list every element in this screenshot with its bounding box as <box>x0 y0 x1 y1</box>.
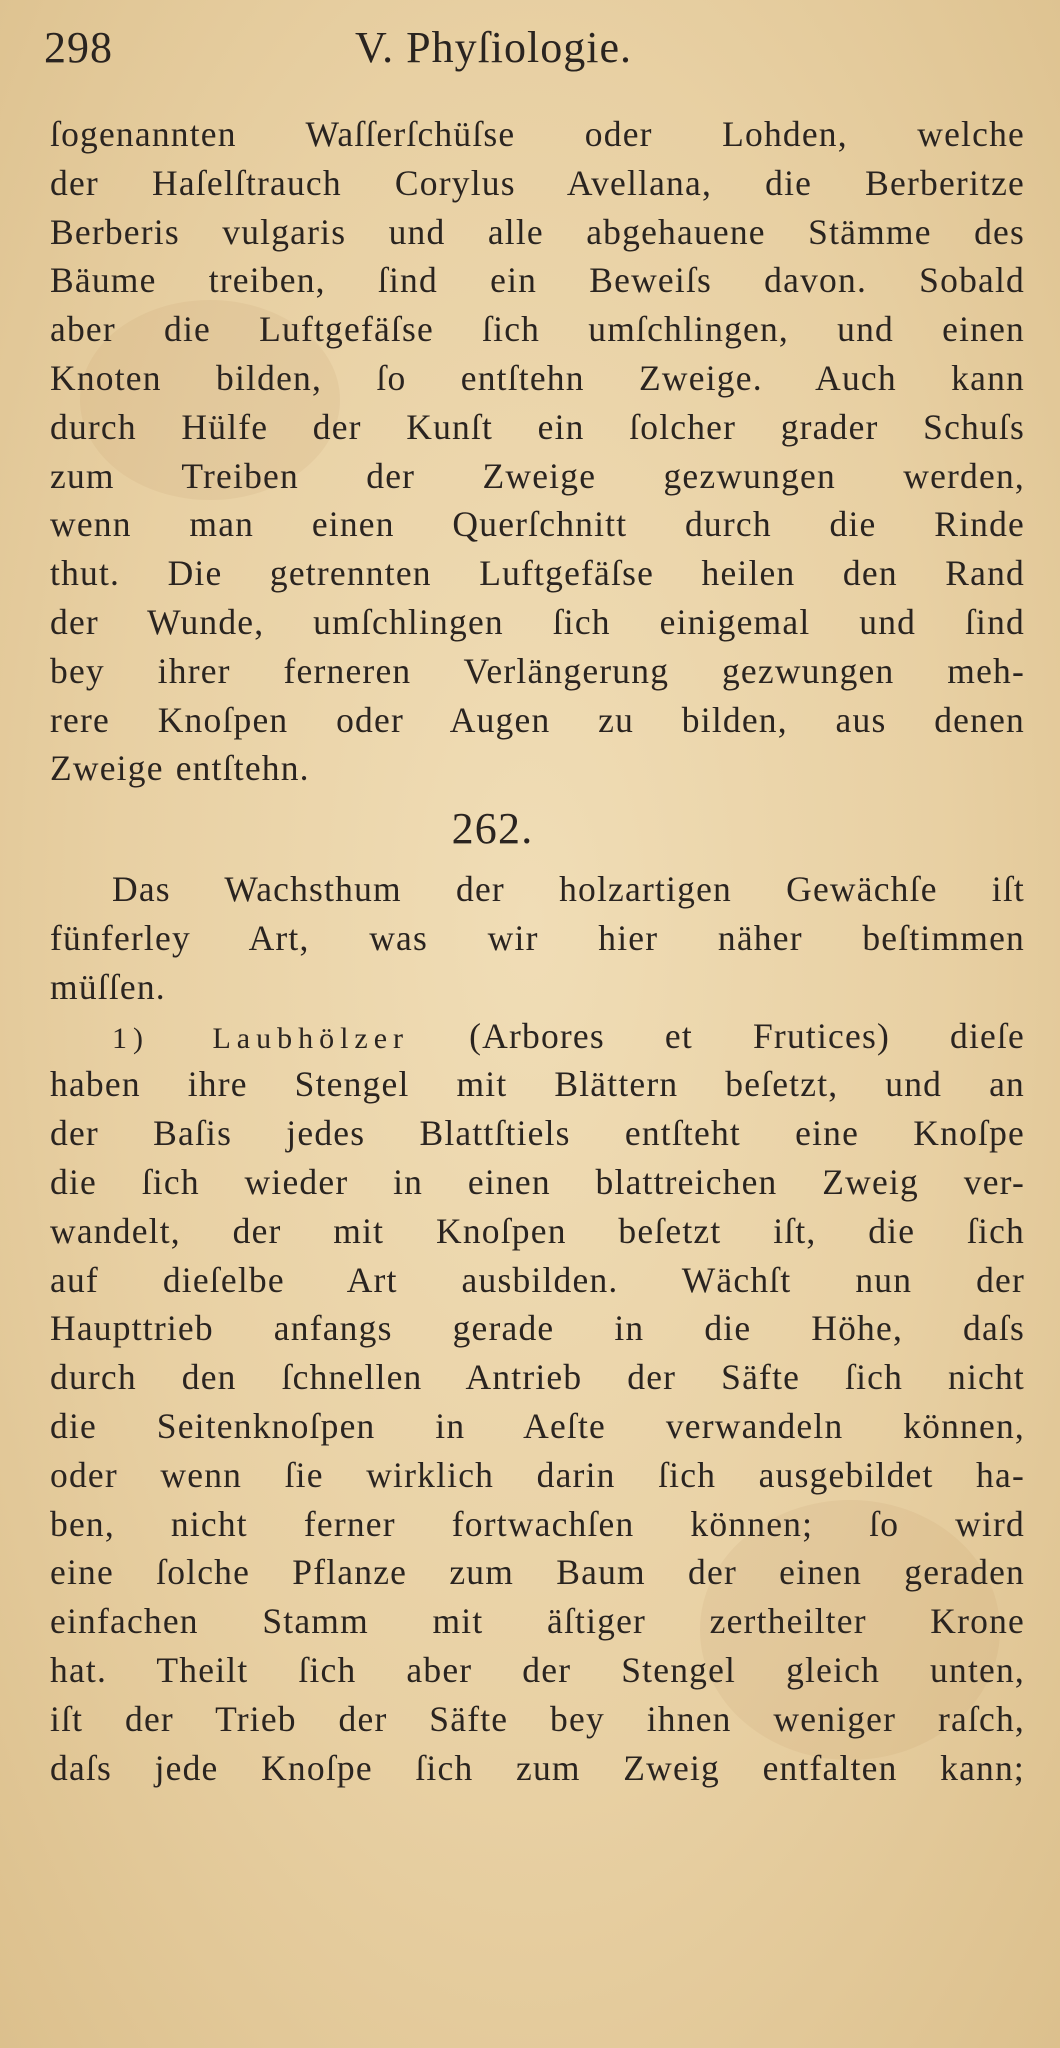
text-line: oder wenn ſie wirklich darin ſich ausgebildet ha- <box>50 1454 1025 1495</box>
text-line: rere Knoſpen oder Augen zu bilden, aus denen <box>50 699 1025 740</box>
text-line: Berberis vulgaris und alle abgehauene Stämme des <box>50 211 1025 252</box>
text-line: durch Hülfe der Kunſt ein ſolcher grader Schuſs <box>50 406 1025 447</box>
text-line: thut. Die getrennten Luftgefäſse heilen den Rand <box>50 553 1025 594</box>
text-line: durch den ſchnellen Antrieb der Säfte ſich nicht <box>50 1357 1025 1398</box>
text-fragment: (Arbores et Frutices) dieſe <box>469 1015 1026 1056</box>
text-line: daſs jede Knoſpe ſich zum Zweig entfalten kann; <box>50 1747 1025 1788</box>
text-line: Bäume treiben, ſind ein Beweiſs davon. Sobald <box>50 260 1025 301</box>
text-line: wandelt, der mit Knoſpen beſetzt iſt, die ſich <box>50 1210 1025 1251</box>
text-line: der Haſelſtrauch Corylus Avellana, die Berberitze <box>50 162 1025 203</box>
text-line: ſogenannten Waſſerſchüſse oder Lohden, welche <box>50 114 1025 154</box>
text-line: zum Treiben der Zweige gezwungen werden, <box>50 455 1025 496</box>
text-line: einfachen Stamm mit äſtiger zertheilter Krone <box>50 1601 1025 1642</box>
text-line: Haupttrieb anfangs gerade in die Höhe, daſs <box>50 1308 1025 1349</box>
text-line: der Wunde, umſchlingen ſich einigemal und ſind <box>50 601 1025 642</box>
paragraph-3 <box>50 1012 1025 1793</box>
text-line: eine ſolche Pflanze zum Baum der einen geraden <box>50 1552 1025 1593</box>
text-line: Zweige entſtehn. <box>50 748 310 789</box>
page-body <box>50 110 1025 1792</box>
text-line: der Baſis jedes Blattſtiels entſteht eine Knoſpe <box>50 1113 1025 1154</box>
text-line: Knoten bilden, ſo entſtehn Zweige. Auch kann <box>50 357 1025 398</box>
text-line: wenn man einen Querſchnitt durch die Rinde <box>50 504 1025 545</box>
page-number: 298 <box>44 23 113 72</box>
text-line <box>50 1012 1025 1061</box>
text-line: haben ihre Stengel mit Blättern beſetzt, und an <box>50 1064 1025 1105</box>
text-line: auf dieſelbe Art ausbilden. Wächſt nun der <box>50 1259 1025 1300</box>
text-line: aber die Luftgefäſse ſich umſchlingen, und einen <box>50 309 1025 350</box>
item-label: 1) Laubhölzer <box>112 1021 410 1055</box>
text-line: die ſich wieder in einen blattreichen Zweig ver- <box>50 1161 1025 1202</box>
running-head: V. Phyſiologie. <box>355 23 633 72</box>
text-line: fünferley Art, was wir hier näher beſtimmen <box>50 917 1025 958</box>
page-header <box>40 18 1020 78</box>
section-number: 262. <box>451 804 534 854</box>
text-line: bey ihrer ferneren Verlängerung gezwungen meh- <box>50 650 1025 691</box>
text-line: hat. Theilt ſich aber der Stengel gleich unten, <box>50 1649 1025 1690</box>
paragraph-2 <box>50 865 1025 1011</box>
text-line: ben, nicht ferner fortwachſen können; ſo wird <box>50 1503 1025 1544</box>
text-line: Das Wachsthum der holzartigen Gewächſe iſt <box>112 869 1025 910</box>
paragraph-1 <box>50 110 1025 793</box>
text-line: iſt der Trieb der Säfte bey ihnen weniger raſch, <box>50 1698 1025 1739</box>
text-line: die Seitenknoſpen in Aeſte verwandeln können, <box>50 1405 1025 1446</box>
text-line: müſſen. <box>50 966 166 1007</box>
